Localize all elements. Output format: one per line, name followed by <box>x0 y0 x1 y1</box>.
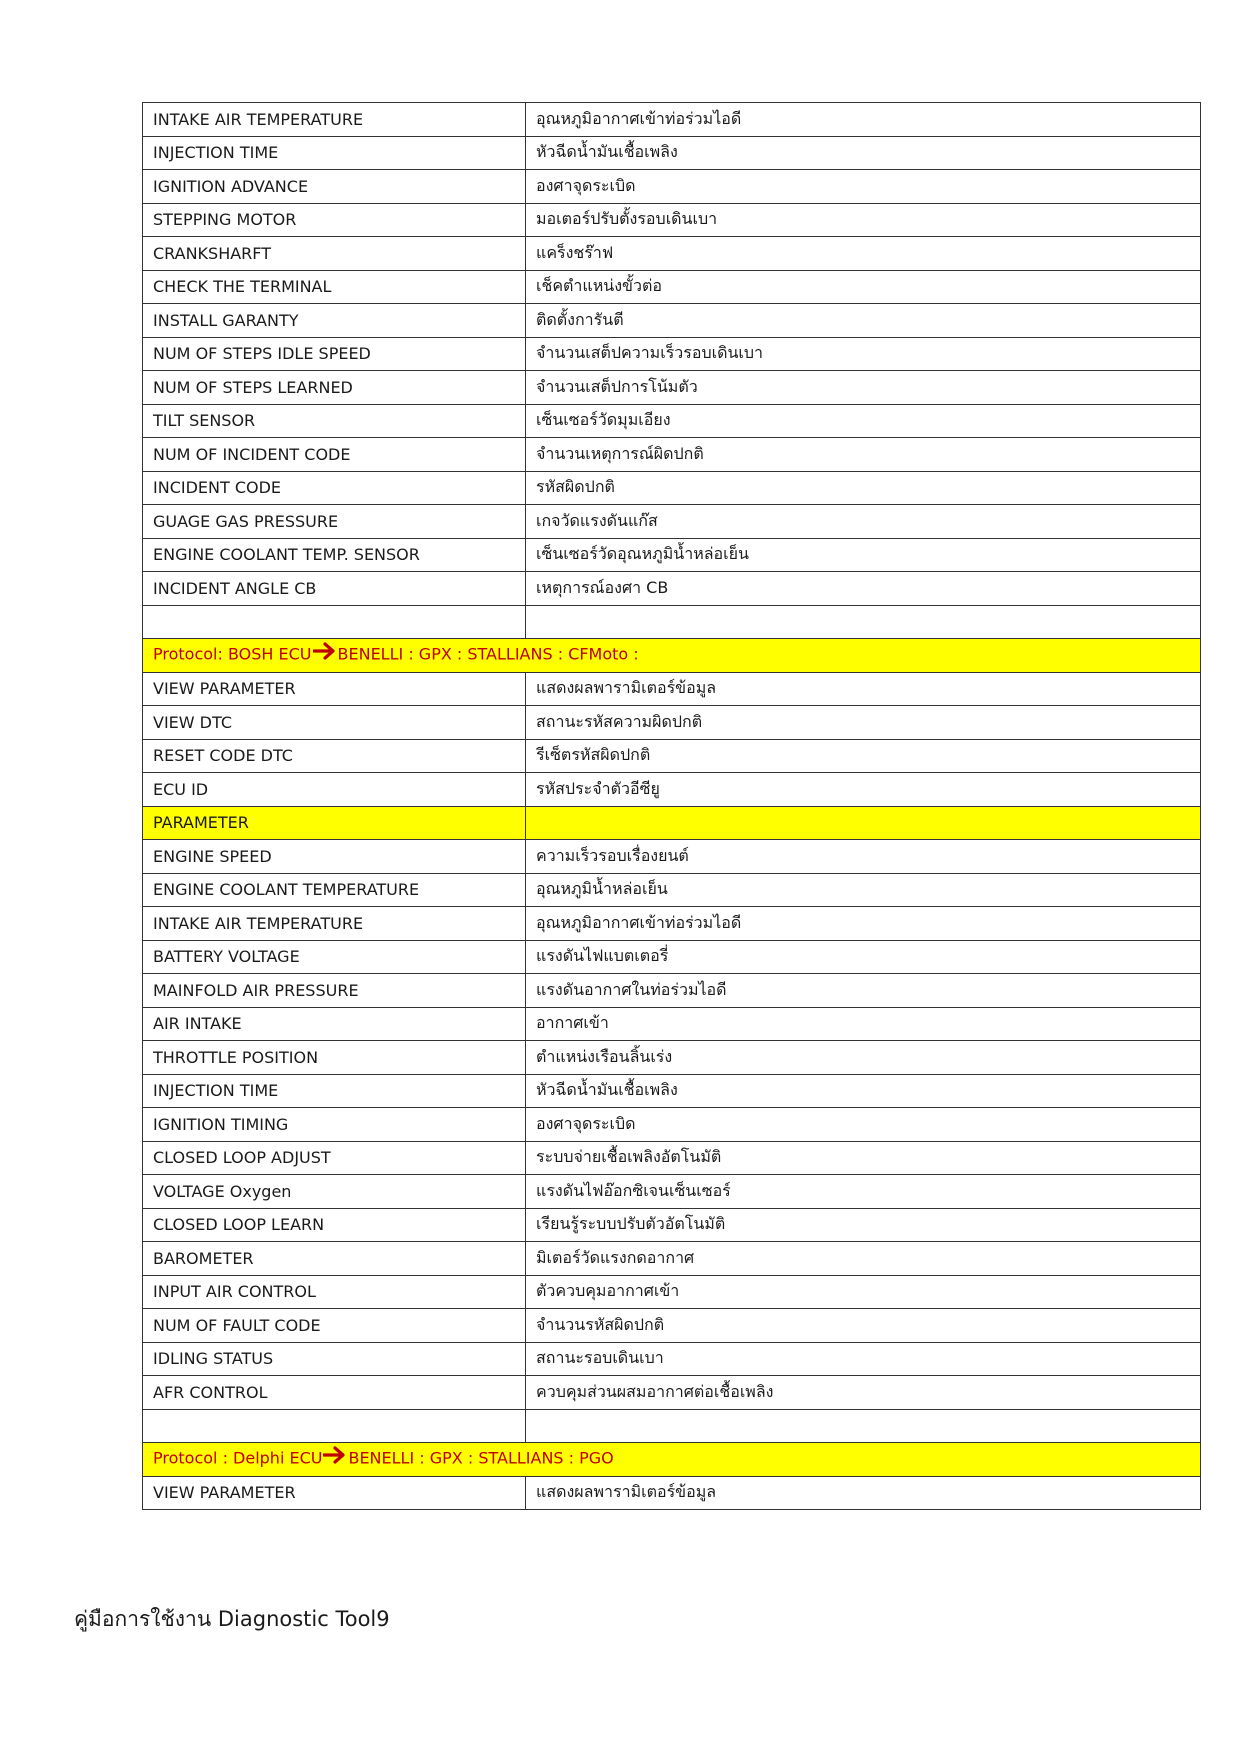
thai-description-cell: มอเตอร์ปรับตั้งรอบเดินเบา <box>526 203 1201 237</box>
footer-text: คู่มือการใช้งาน Diagnostic Tool9 <box>74 1607 390 1631</box>
thai-description-cell: สถานะรอบเดินเบา <box>526 1342 1201 1376</box>
table-row <box>143 1175 1201 1209</box>
parameter-name-cell: ENGINE COOLANT TEMPERATURE <box>143 873 526 907</box>
thai-description-cell: แรงดันไฟอ๊อกซิเจนเซ็นเซอร์ <box>526 1175 1201 1209</box>
parameter-name-cell: NUM OF INCIDENT CODE <box>143 438 526 472</box>
parameter-name-cell: ENGINE SPEED <box>143 840 526 874</box>
table-row <box>143 907 1201 941</box>
thai-description-cell: หัวฉีดน้ำมันเชื้อเพลิง <box>526 136 1201 170</box>
table-row <box>143 304 1201 338</box>
parameter-name-cell: CRANKSHARFT <box>143 237 526 271</box>
thai-description-cell: มิเตอร์วัดแรงกดอากาศ <box>526 1242 1201 1276</box>
parameter-name-cell: ECU ID <box>143 773 526 807</box>
thai-description-cell: องศาจุดระเบิด <box>526 170 1201 204</box>
table-row <box>143 1242 1201 1276</box>
protocol-brands-label: BENELLI : GPX : STALLIANS : CFMoto : <box>337 644 639 664</box>
protocol-ecu-label: Protocol: BOSH ECU <box>153 644 312 664</box>
table-row <box>143 1376 1201 1410</box>
table-row <box>143 337 1201 371</box>
thai-description-cell: แสดงผลพารามิเตอร์ข้อมูล <box>526 1476 1201 1510</box>
thai-description-cell: อุณหภูมิน้ำหล่อเย็น <box>526 873 1201 907</box>
parameter-name-cell: IGNITION ADVANCE <box>143 170 526 204</box>
table-row <box>143 471 1201 505</box>
table-row <box>143 773 1201 807</box>
protocol-header-row <box>143 639 1201 673</box>
thai-description-cell <box>526 806 1201 840</box>
table-row <box>143 706 1201 740</box>
thai-description-cell: เช็คตำแหน่งขั้วต่อ <box>526 270 1201 304</box>
parameter-name-cell: NUM OF STEPS IDLE SPEED <box>143 337 526 371</box>
table-row <box>143 940 1201 974</box>
parameter-name-cell: IDLING STATUS <box>143 1342 526 1376</box>
table-row <box>143 438 1201 472</box>
table-row <box>143 1409 1201 1443</box>
thai-description-cell: เรียนรู้ระบบปรับตัวอัตโนมัติ <box>526 1208 1201 1242</box>
thai-description-cell: สถานะรหัสความผิดปกติ <box>526 706 1201 740</box>
table-row <box>143 1476 1201 1510</box>
table-row <box>143 505 1201 539</box>
table-row <box>143 605 1201 639</box>
parameter-name-cell: BAROMETER <box>143 1242 526 1276</box>
parameter-name-cell: INJECTION TIME <box>143 136 526 170</box>
thai-description-cell: แรงดันอากาศในท่อร่วมไอดี <box>526 974 1201 1008</box>
table-row <box>143 1041 1201 1075</box>
table-row <box>143 103 1201 137</box>
table-row <box>143 1007 1201 1041</box>
table-row <box>143 1141 1201 1175</box>
table-row <box>143 840 1201 874</box>
thai-description-cell: อุณหภูมิอากาศเข้าท่อร่วมไอดี <box>526 103 1201 137</box>
thai-description-cell: ระบบจ่ายเชื้อเพลิงอัตโนมัติ <box>526 1141 1201 1175</box>
parameter-name-cell <box>143 1409 526 1443</box>
thai-description-cell: เกจวัดแรงดันแก๊ส <box>526 505 1201 539</box>
parameter-name-cell: CHECK THE TERMINAL <box>143 270 526 304</box>
parameter-name-cell: AIR INTAKE <box>143 1007 526 1041</box>
table-row <box>143 538 1201 572</box>
thai-description-cell: จำนวนเหตุการณ์ผิดปกติ <box>526 438 1201 472</box>
parameter-name-cell: GUAGE GAS PRESSURE <box>143 505 526 539</box>
table-row <box>143 404 1201 438</box>
arrow-right-icon <box>313 642 337 664</box>
parameter-name-cell: THROTTLE POSITION <box>143 1041 526 1075</box>
thai-description-cell: ความเร็วรอบเรื่องยนต์ <box>526 840 1201 874</box>
thai-description-cell: รหัสประจำตัวอีซียู <box>526 773 1201 807</box>
thai-description-cell: จำนวนรหัสผิดปกติ <box>526 1309 1201 1343</box>
thai-description-cell: แคร็งชร๊าฟ <box>526 237 1201 271</box>
thai-description-cell: อากาศเข้า <box>526 1007 1201 1041</box>
parameter-name-cell: STEPPING MOTOR <box>143 203 526 237</box>
parameter-name-cell: VIEW PARAMETER <box>143 1476 526 1510</box>
thai-description-cell: เซ็นเซอร์วัดอุณหภูมิน้ำหล่อเย็น <box>526 538 1201 572</box>
table-row <box>143 974 1201 1008</box>
parameter-name-cell: RESET CODE DTC <box>143 739 526 773</box>
thai-description-cell: แรงดันไฟแบตเตอรี่ <box>526 940 1201 974</box>
table-row <box>143 1275 1201 1309</box>
arrow-right-icon <box>323 1446 347 1468</box>
parameter-name-cell: VIEW DTC <box>143 706 526 740</box>
thai-description-cell: เหตุการณ์องศา CB <box>526 572 1201 606</box>
parameter-name-cell: VIEW PARAMETER <box>143 672 526 706</box>
thai-description-cell: ติดตั้งการันตี <box>526 304 1201 338</box>
parameter-name-cell: INCIDENT CODE <box>143 471 526 505</box>
table-row <box>143 136 1201 170</box>
thai-description-cell: อุณหภูมิอากาศเข้าท่อร่วมไอดี <box>526 907 1201 941</box>
table-row <box>143 371 1201 405</box>
parameter-name-cell: INTAKE AIR TEMPERATURE <box>143 907 526 941</box>
parameter-name-cell: AFR CONTROL <box>143 1376 526 1410</box>
thai-description-cell: ควบคุมส่วนผสมอากาศต่อเชื้อเพลิง <box>526 1376 1201 1410</box>
parameter-name-cell: PARAMETER <box>143 806 526 840</box>
thai-description-cell: แสดงผลพารามิเตอร์ข้อมูล <box>526 672 1201 706</box>
table-row <box>143 270 1201 304</box>
parameter-name-cell: NUM OF STEPS LEARNED <box>143 371 526 405</box>
table-row <box>143 1208 1201 1242</box>
parameter-name-cell: ENGINE COOLANT TEMP. SENSOR <box>143 538 526 572</box>
table-row <box>143 203 1201 237</box>
thai-description-cell: จำนวนเสต็ปการโน้มตัว <box>526 371 1201 405</box>
table-row <box>143 672 1201 706</box>
parameter-name-cell: IGNITION TIMING <box>143 1108 526 1142</box>
thai-description-cell: รหัสผิดปกติ <box>526 471 1201 505</box>
protocol-ecu-label: Protocol : Delphi ECU <box>153 1448 323 1468</box>
thai-description-cell: ตำแหน่งเรือนลิ้นเร่ง <box>526 1041 1201 1075</box>
thai-description-cell <box>526 1409 1201 1443</box>
thai-description-cell: จำนวนเสต็ปความเร็วรอบเดินเบา <box>526 337 1201 371</box>
protocol-header-row <box>143 1443 1201 1477</box>
protocol-header <box>143 1443 1201 1477</box>
parameter-name-cell: MAINFOLD AIR PRESSURE <box>143 974 526 1008</box>
table-row <box>143 170 1201 204</box>
section-header-row <box>143 806 1201 840</box>
table-row <box>143 1108 1201 1142</box>
parameter-name-cell: INJECTION TIME <box>143 1074 526 1108</box>
table-row <box>143 237 1201 271</box>
thai-description-cell: เซ็นเซอร์วัดมุมเอียง <box>526 404 1201 438</box>
parameter-name-cell: TILT SENSOR <box>143 404 526 438</box>
parameter-name-cell <box>143 605 526 639</box>
parameter-name-cell: INPUT AIR CONTROL <box>143 1275 526 1309</box>
table-row <box>143 873 1201 907</box>
thai-description-cell: รีเซ็ตรหัสผิดปกติ <box>526 739 1201 773</box>
thai-description-cell: องศาจุดระเบิด <box>526 1108 1201 1142</box>
protocol-header <box>143 639 1201 673</box>
parameter-table <box>142 102 1201 1510</box>
table-row <box>143 1342 1201 1376</box>
thai-description-cell: ตัวควบคุมอากาศเข้า <box>526 1275 1201 1309</box>
table-row <box>143 1309 1201 1343</box>
thai-description-cell: หัวฉีดน้ำมันเชื้อเพลิง <box>526 1074 1201 1108</box>
protocol-brands-label: BENELLI : GPX : STALLIANS : PGO <box>348 1448 614 1468</box>
parameter-name-cell: INTAKE AIR TEMPERATURE <box>143 103 526 137</box>
table-row <box>143 572 1201 606</box>
parameter-name-cell: VOLTAGE Oxygen <box>143 1175 526 1209</box>
parameter-name-cell: NUM OF FAULT CODE <box>143 1309 526 1343</box>
parameter-name-cell: INCIDENT ANGLE CB <box>143 572 526 606</box>
table-row <box>143 1074 1201 1108</box>
thai-description-cell <box>526 605 1201 639</box>
parameter-name-cell: INSTALL GARANTY <box>143 304 526 338</box>
table-row <box>143 739 1201 773</box>
parameter-name-cell: CLOSED LOOP ADJUST <box>143 1141 526 1175</box>
parameter-name-cell: CLOSED LOOP LEARN <box>143 1208 526 1242</box>
parameter-name-cell: BATTERY VOLTAGE <box>143 940 526 974</box>
